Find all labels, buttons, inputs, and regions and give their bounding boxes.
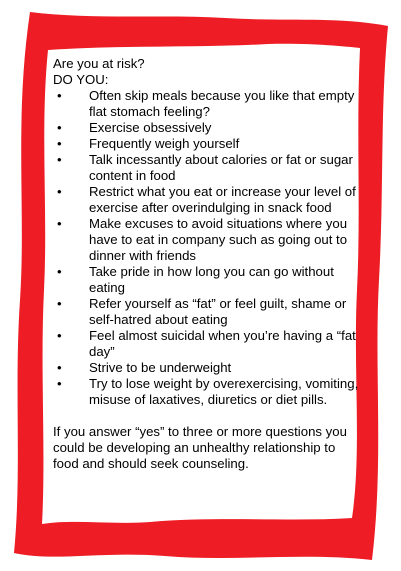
bullet-icon: •	[57, 152, 62, 167]
bullet-icon: •	[57, 136, 62, 151]
list-item	[53, 376, 368, 408]
heading-prompt: DO YOU:	[53, 72, 109, 87]
bullet-icon: •	[57, 88, 62, 103]
bullet-icon: •	[57, 184, 62, 199]
closing-paragraph	[53, 424, 368, 472]
list-item	[53, 120, 368, 136]
risk-checklist	[53, 56, 368, 472]
list-item-text: self-hatred about eating	[89, 312, 228, 327]
list-item-text: Restrict what you eat or increase your level of	[89, 184, 356, 199]
list-item-text: misuse of laxatives, diuretics or diet pills.	[89, 392, 328, 407]
list-item-text: Often skip meals because you like that empty	[89, 88, 355, 103]
list-item	[53, 184, 368, 216]
list-item-text: Make excuses to avoid situations where you	[89, 216, 348, 231]
closing-line: If you answer “yes” to three or more questions you	[53, 424, 347, 439]
list-item-text: Frequently weigh yourself	[89, 136, 240, 151]
list-item	[53, 152, 368, 184]
list-item	[53, 296, 368, 328]
bullet-icon: •	[57, 264, 62, 279]
list-item-text: Refer yourself as “fat” or feel guilt, shame or	[89, 296, 347, 311]
list-item	[53, 136, 368, 152]
list-item-text: dinner with friends	[89, 248, 197, 263]
list-item-text: Exercise obsessively	[89, 120, 212, 135]
closing-line: could be developing an unhealthy relationship to	[53, 440, 336, 455]
list-item	[53, 360, 368, 376]
list-item	[53, 328, 368, 360]
bullet-icon: •	[57, 328, 62, 343]
bullet-icon: •	[57, 120, 62, 135]
list-item-text: Try to lose weight by overexercising, vomiting,	[89, 376, 359, 391]
list-item-text: content in food	[89, 168, 176, 183]
list-item-text: have to eat in company such as going out to	[89, 232, 348, 247]
list-item-text: day”	[89, 344, 115, 359]
list-item	[53, 264, 368, 296]
bullet-icon: •	[57, 296, 62, 311]
closing-line: food and should seek counseling.	[53, 456, 249, 471]
list-item-text: Take pride in how long you can go without	[89, 264, 334, 279]
list-item-text: eating	[89, 280, 125, 295]
list-item-text: flat stomach feeling?	[89, 104, 210, 119]
bullet-icon: •	[57, 216, 62, 231]
list-item-text: Talk incessantly about calories or fat or sugar	[89, 152, 353, 167]
risk-list	[53, 88, 368, 408]
list-item	[53, 216, 368, 264]
bullet-icon: •	[57, 360, 62, 375]
bullet-icon: •	[57, 376, 62, 391]
list-item	[53, 88, 368, 120]
list-item-text: exercise after overindulging in snack food	[89, 200, 332, 215]
list-item-text: Feel almost suicidal when you’re having a “fat	[89, 328, 356, 343]
list-item-text: Strive to be underweight	[89, 360, 232, 375]
heading-question: Are you at risk?	[53, 56, 145, 71]
